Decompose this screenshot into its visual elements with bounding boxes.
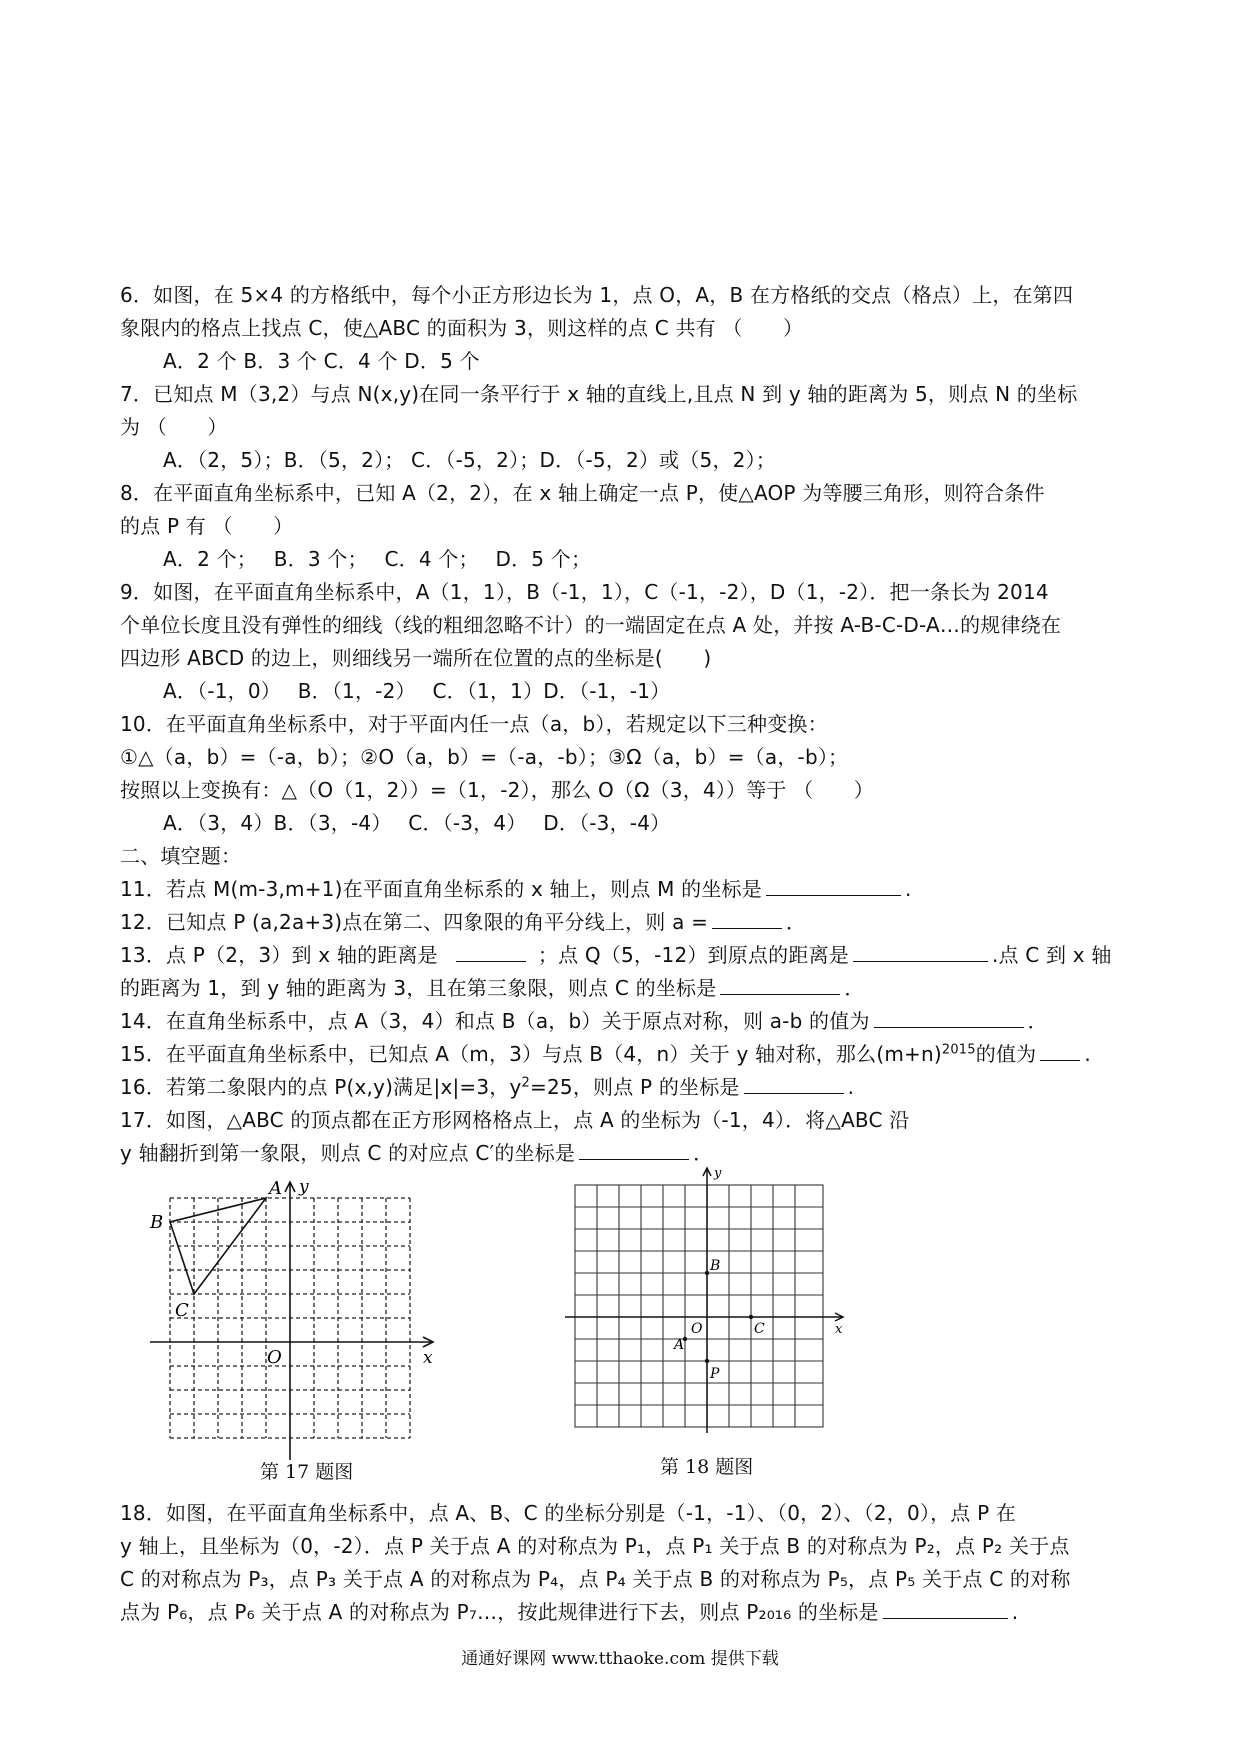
answer-blank[interactable] — [853, 939, 988, 962]
label-a: A — [269, 1178, 282, 1199]
axes — [150, 1182, 433, 1460]
q9-line2: 个单位长度且没有弹性的细线（线的粗细忽略不计）的一端固定在点 A 处，并按 A-B-C-D-A…的规律绕在 — [120, 613, 1062, 637]
q14 — [120, 1005, 1140, 1037]
q13-part-a: 13．点 P（2，3）到 x 轴的距离是 — [120, 943, 438, 967]
label-c: C — [175, 1300, 189, 1321]
answer-blank[interactable] — [766, 873, 901, 896]
q15-text: 15．在平面直角坐标系中，已知点 A（m，3）与点 B（4，n）关于 y 轴对称，那么(m+n) — [120, 1042, 942, 1066]
q16-text: 16．若第二象限内的点 P(x,y)满足|x|=3，y — [120, 1075, 522, 1099]
q16-end: . — [847, 1075, 855, 1099]
q7-line2: 为 （ ） — [120, 415, 228, 439]
q17-end: ． — [693, 1141, 714, 1165]
q17-line2-text: y 轴翻折到第一象限，则点 C 的对应点 C′的坐标是 — [120, 1141, 576, 1165]
q13-part-c: .点 C 到 x 轴 — [991, 943, 1112, 967]
q10-line2: ①△（a，b）=（-a，b）；②O（a，b）=（-a，-b）；③Ω（a，b）=（a，-b）； — [120, 745, 849, 769]
q6-line2: 象限内的格点上找点 C，使△ABC 的面积为 3，则这样的点 C 共有 （ ） — [120, 316, 804, 340]
q18-line4 — [120, 1596, 1140, 1628]
label-p: P — [710, 1366, 720, 1382]
q6-options: A．2 个 B．3 个 C．4 个 D．5 个 — [163, 349, 480, 373]
section-heading: 二、填空题： — [120, 844, 242, 868]
q11-text: 11．若点 M(m-3,m+1)在平面直角坐标系的 x 轴上，则点 M 的坐标是 — [120, 877, 762, 901]
q11-end: . — [904, 877, 912, 901]
answer-blank[interactable] — [883, 1596, 1008, 1619]
q18-line4-text: 点为 P₆，点 P₆ 关于点 A 的对称点为 P₇…，按此规律进行下去，则点 P₂₀₁₆ 的坐标是 — [120, 1600, 879, 1624]
footer-credit: 通通好课网 www.tthaoke.com 提供下载 — [461, 1649, 779, 1669]
q14-end: ． — [1027, 1009, 1048, 1033]
q6-line1: 6．如图，在 5×4 的方格纸中，每个小正方形边长为 1，点 O，A，B 在方格纸的交点（格点）上，在第四 — [120, 283, 1074, 307]
q16-text2: =25，则点 P 的坐标是 — [530, 1075, 740, 1099]
label-b: B — [710, 1258, 721, 1274]
q9-line1: 9．如图，在平面直角坐标系中，A（1，1），B（-1，1），C（-1，-2），D（1，-2）．把一条长为 2014 — [120, 580, 1049, 604]
q10-line3: 按照以上变换有：△（O（1，2））=（1，-2），那么 O（Ω（3，4））等于 （ ） — [120, 778, 874, 802]
answer-blank[interactable] — [456, 939, 526, 962]
q17-line1: 17．如图，△ABC 的顶点都在正方形网格格点上，点 A 的坐标为（-1，4）．将△ABC 沿 — [120, 1108, 910, 1132]
label-y-axis: y — [714, 1166, 722, 1181]
label-origin: O — [267, 1347, 282, 1368]
q18-line3: C 的对称点为 P₃，点 P₃ 关于点 A 的对称点为 P₄，点 P₄ 关于点 B 的对称点为 P₅，点 P₅ 关于点 C 的对称 — [120, 1567, 1071, 1591]
point-c — [749, 1315, 753, 1319]
q15 — [120, 1038, 1140, 1070]
q15-exponent: 2015 — [941, 1042, 976, 1058]
figure-18-caption: 第 18 题图 — [660, 1456, 754, 1478]
q7-options: A．（2，5）；B．（5，2）； C．（-5，2）；D．（-5，2）或（5，2）； — [163, 448, 777, 472]
q8-line2: 的点 P 有 （ ） — [120, 514, 294, 538]
q15-end: . — [1084, 1042, 1091, 1066]
q13-part-b: ；点 Q（5，-12）到原点的距离是 — [537, 943, 849, 967]
q9-line3: 四边形 ABCD 的边上，则细线另一端所在位置的点的坐标是( ) — [120, 646, 712, 670]
q12 — [120, 906, 1140, 938]
q11 — [120, 873, 1140, 905]
label-x-axis: x — [423, 1348, 433, 1368]
label-origin: O — [691, 1321, 703, 1337]
q12-end: ． — [786, 910, 807, 934]
q18-end: . — [1011, 1600, 1019, 1624]
figure-18-grid — [565, 1163, 865, 1443]
axes — [565, 1168, 843, 1433]
answer-blank[interactable] — [1040, 1038, 1080, 1061]
q15-text2: 的值为 — [975, 1042, 1037, 1066]
q9-options: A．（-1，0） B．（1，-2） C．（1，1）D．（-1，-1） — [163, 679, 671, 703]
answer-blank[interactable] — [744, 1071, 844, 1094]
q12-text: 12．已知点 P (a,2a+3)点在第二、四象限的角平分线上，则 a = — [120, 910, 709, 934]
q16 — [120, 1071, 1140, 1103]
q10-line1: 10．在平面直角坐标系中，对于平面内任一点（a，b），若规定以下三种变换： — [120, 712, 828, 736]
answer-blank[interactable] — [874, 1005, 1024, 1028]
q13-end: ． — [844, 976, 865, 1000]
figure-17-caption: 第 17 题图 — [260, 1461, 354, 1483]
q10-options: A．（3，4）B．（3，-4） C．（-3，4） D．（-3，-4） — [163, 811, 671, 835]
label-y-axis: y — [299, 1177, 309, 1197]
q18-line1: 18．如图，在平面直角坐标系中，点 A、B、C 的坐标分别是（-1，-1）、（0，2）、（2，0），点 P 在 — [120, 1501, 1017, 1525]
answer-blank[interactable] — [712, 906, 782, 929]
answer-blank[interactable] — [720, 972, 840, 995]
q8-options: A．2 个； B．3 个； C．4 个； D．5 个； — [163, 547, 592, 571]
q14-text: 14．在直角坐标系中，点 A（3，4）和点 B（a，b）关于原点对称，则 a-b 的值为 — [120, 1009, 870, 1033]
q16-exponent: 2 — [521, 1075, 531, 1091]
q13-line2-text: 的距离为 1，到 y 轴的距离为 3，且在第三象限，则点 C 的坐标是 — [120, 976, 717, 1000]
q8-line1: 8．在平面直角坐标系中，已知 A（2，2），在 x 轴上确定一点 P，使△AOP 为等腰三角形，则符合条件 — [120, 481, 1045, 505]
q13-line1 — [120, 939, 1140, 971]
q18-line2: y 轴上，且坐标为（0，-2）．点 P 关于点 A 的对称点为 P₁，点 P₁ 关于点 B 的对称点为 P₂，点 P₂ 关于点 — [120, 1534, 1070, 1558]
label-b: B — [150, 1212, 164, 1233]
label-c: C — [754, 1321, 765, 1337]
q13-line2 — [120, 972, 1140, 1004]
point-p — [705, 1359, 709, 1363]
answer-blank[interactable] — [579, 1137, 689, 1160]
label-a: A — [674, 1337, 685, 1353]
point-b — [705, 1271, 709, 1275]
figure-17-grid — [145, 1160, 445, 1470]
q7-line1: 7．已知点 M（3,2）与点 N(x,y)在同一条平行于 x 轴的直线上,且点 N 到 y 轴的距离为 5，则点 N 的坐标 — [120, 382, 1078, 406]
label-x-axis: x — [835, 1322, 843, 1337]
